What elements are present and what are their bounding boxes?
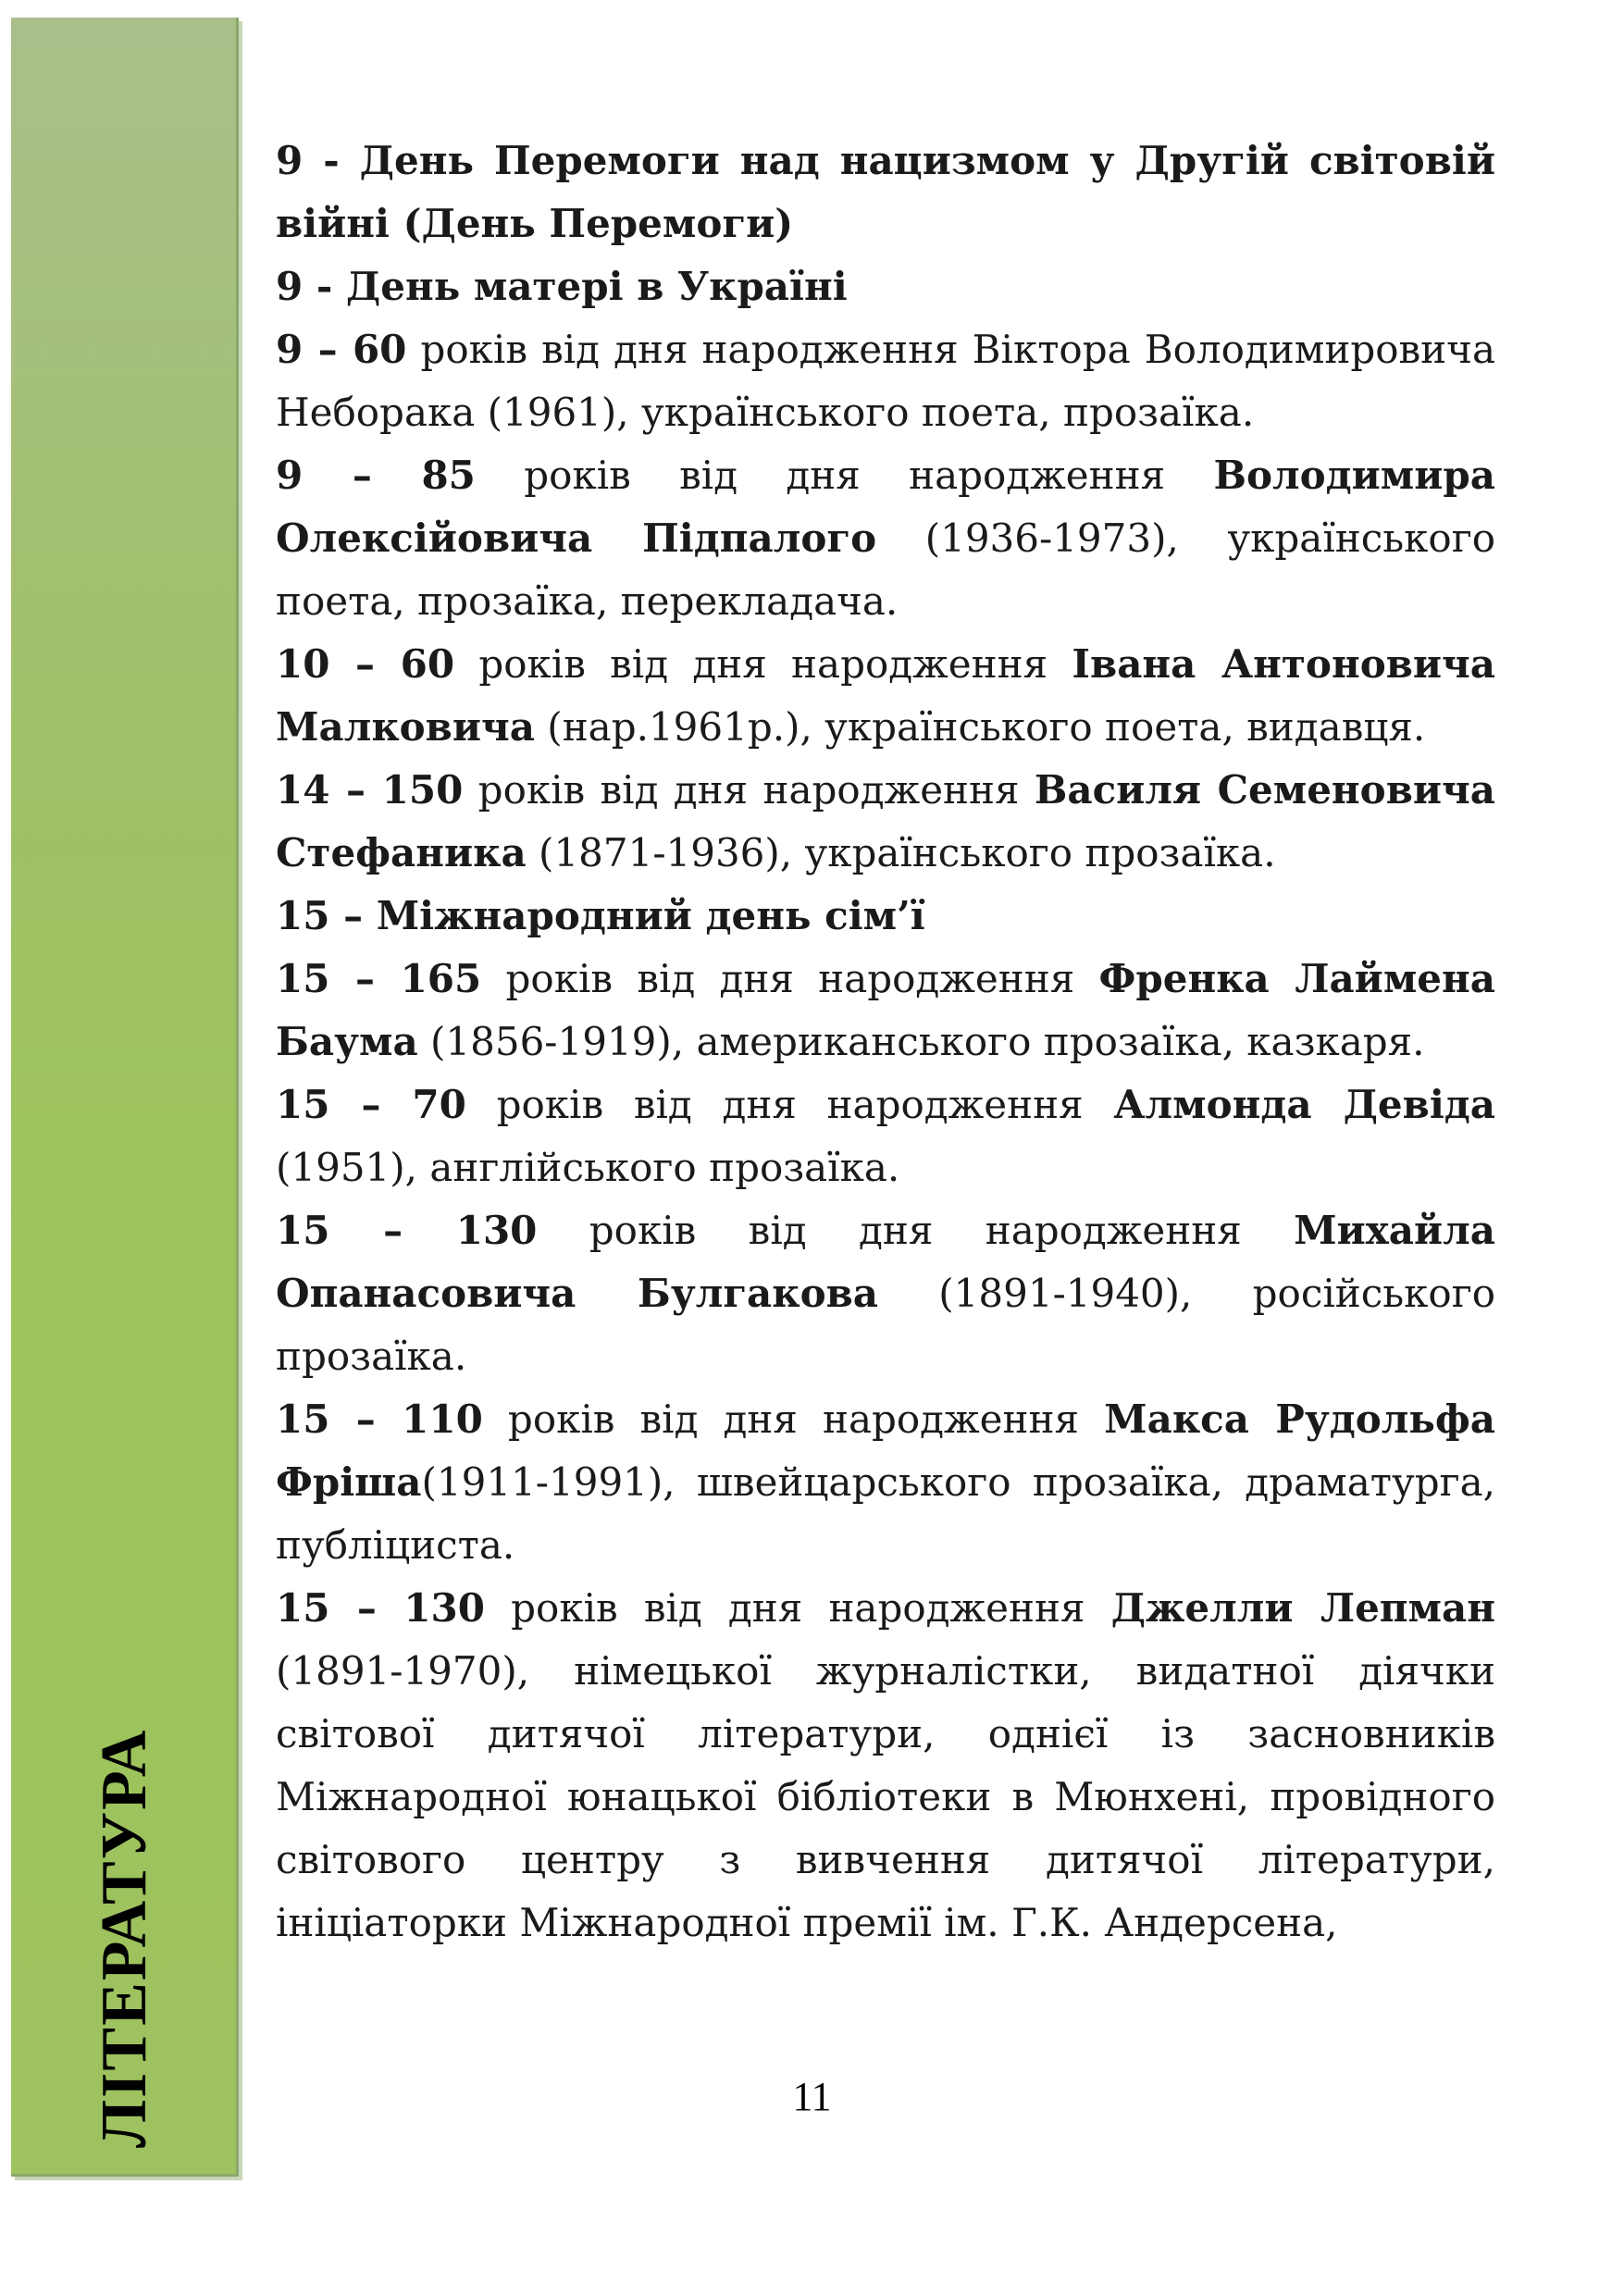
entry-date: 14 – 150: [276, 767, 464, 813]
calendar-entry: 9 - День матері в Україні: [276, 264, 848, 309]
entry-description: (1936-1973), українського поета, прозаїка, перекладача.: [276, 515, 1495, 624]
calendar-entry: 15 – Міжнародний день сім’ї: [276, 893, 925, 938]
entry-person-name: Василя Семеновича Стефаника: [276, 767, 1495, 875]
entry-person-name: Джелли Лепман: [1110, 1585, 1495, 1631]
calendar-entry: [276, 633, 1495, 759]
entry-person-name: Алмонда Девіда: [1113, 1082, 1495, 1127]
entry-date: 15 – 110: [276, 1396, 483, 1442]
entry-description: (1951), англійського прозаїка.: [276, 1145, 900, 1190]
calendar-entry: [276, 1577, 1495, 1955]
entry-date: 9 – 60: [276, 327, 407, 372]
entry-text: років від дня народження: [454, 641, 1072, 687]
entry-description: (1961), українського поета, прозаїка.: [475, 390, 1255, 435]
entry-text: років від дня народження: [475, 453, 1214, 498]
entry-person-name: Макса Рудольфа Фріша: [276, 1396, 1495, 1505]
entry-description: (1856-1919), американського прозаїка, казкаря.: [417, 1019, 1425, 1064]
calendar-entry: [276, 1388, 1495, 1577]
entry-person-name: Володимира Олексійовича Підпалого: [276, 453, 1495, 561]
calendar-entry: [276, 1074, 1495, 1199]
entry-text: років від дня народження: [537, 1208, 1295, 1253]
entry-date: 15 – 130: [276, 1585, 485, 1631]
entry-person-name: Івана Антоновича Малковича: [276, 641, 1495, 750]
calendar-entry: [276, 948, 1495, 1074]
entry-text: років від дня народження Віктора Володимировича Неборака: [276, 327, 1495, 435]
calendar-entry: [276, 759, 1495, 885]
entry-text: років від дня народження: [482, 1396, 1105, 1442]
calendar-entry: [276, 1199, 1495, 1388]
calendar-entry: [276, 444, 1495, 633]
entry-text: років від дня народження: [463, 767, 1035, 813]
entry-text: років від дня народження: [485, 1585, 1111, 1631]
entry-date: 15 – 70: [276, 1082, 466, 1127]
entry-description: (1871-1936), українського прозаїка.: [526, 830, 1276, 875]
calendar-entries: [276, 130, 1495, 1955]
entry-description: (1891-1940), російського прозаїка.: [276, 1271, 1496, 1379]
entry-date: 15 – 165: [276, 956, 482, 1001]
entry-date: 9 – 85: [276, 453, 476, 498]
page-number: 11: [792, 2074, 832, 2119]
entry-text: років від дня народження: [465, 1082, 1114, 1127]
side-banner-title-wrap: [46, 1593, 204, 2148]
entry-person-name: Френка Лаймена Баума: [276, 956, 1495, 1064]
entry-person-name: Михайла Опанасовича Булгакова: [276, 1208, 1495, 1316]
calendar-entry: 9 - День Перемоги над нацизмом у Другій світовій війні (День Перемоги): [276, 138, 1495, 246]
calendar-entry: [276, 318, 1495, 444]
side-banner-title: ЛІТЕРАТУРА: [89, 1728, 160, 2148]
entry-description: (нар.1961р.), українського поета, видавця.: [534, 704, 1426, 750]
entry-text: років від дня народження: [481, 956, 1099, 1001]
entry-description: (1891-1970), німецької журналістки, видатної діячки світової дитячої літератури, однієї із засновників Міжнародної юнацької бібліотеки в Мюнхені, провідного світового центру з вивчення дитячої літератури, ініціаторки Міжнародної премії ім. Г.К. Андерсена,: [276, 1648, 1495, 1945]
entry-date: 15 – 130: [276, 1208, 538, 1253]
entry-description: (1911-1991), швейцарського прозаїка, драматурга, публіциста.: [276, 1459, 1495, 1568]
side-banner: [11, 18, 239, 2177]
entry-date: 10 – 60: [276, 641, 455, 687]
